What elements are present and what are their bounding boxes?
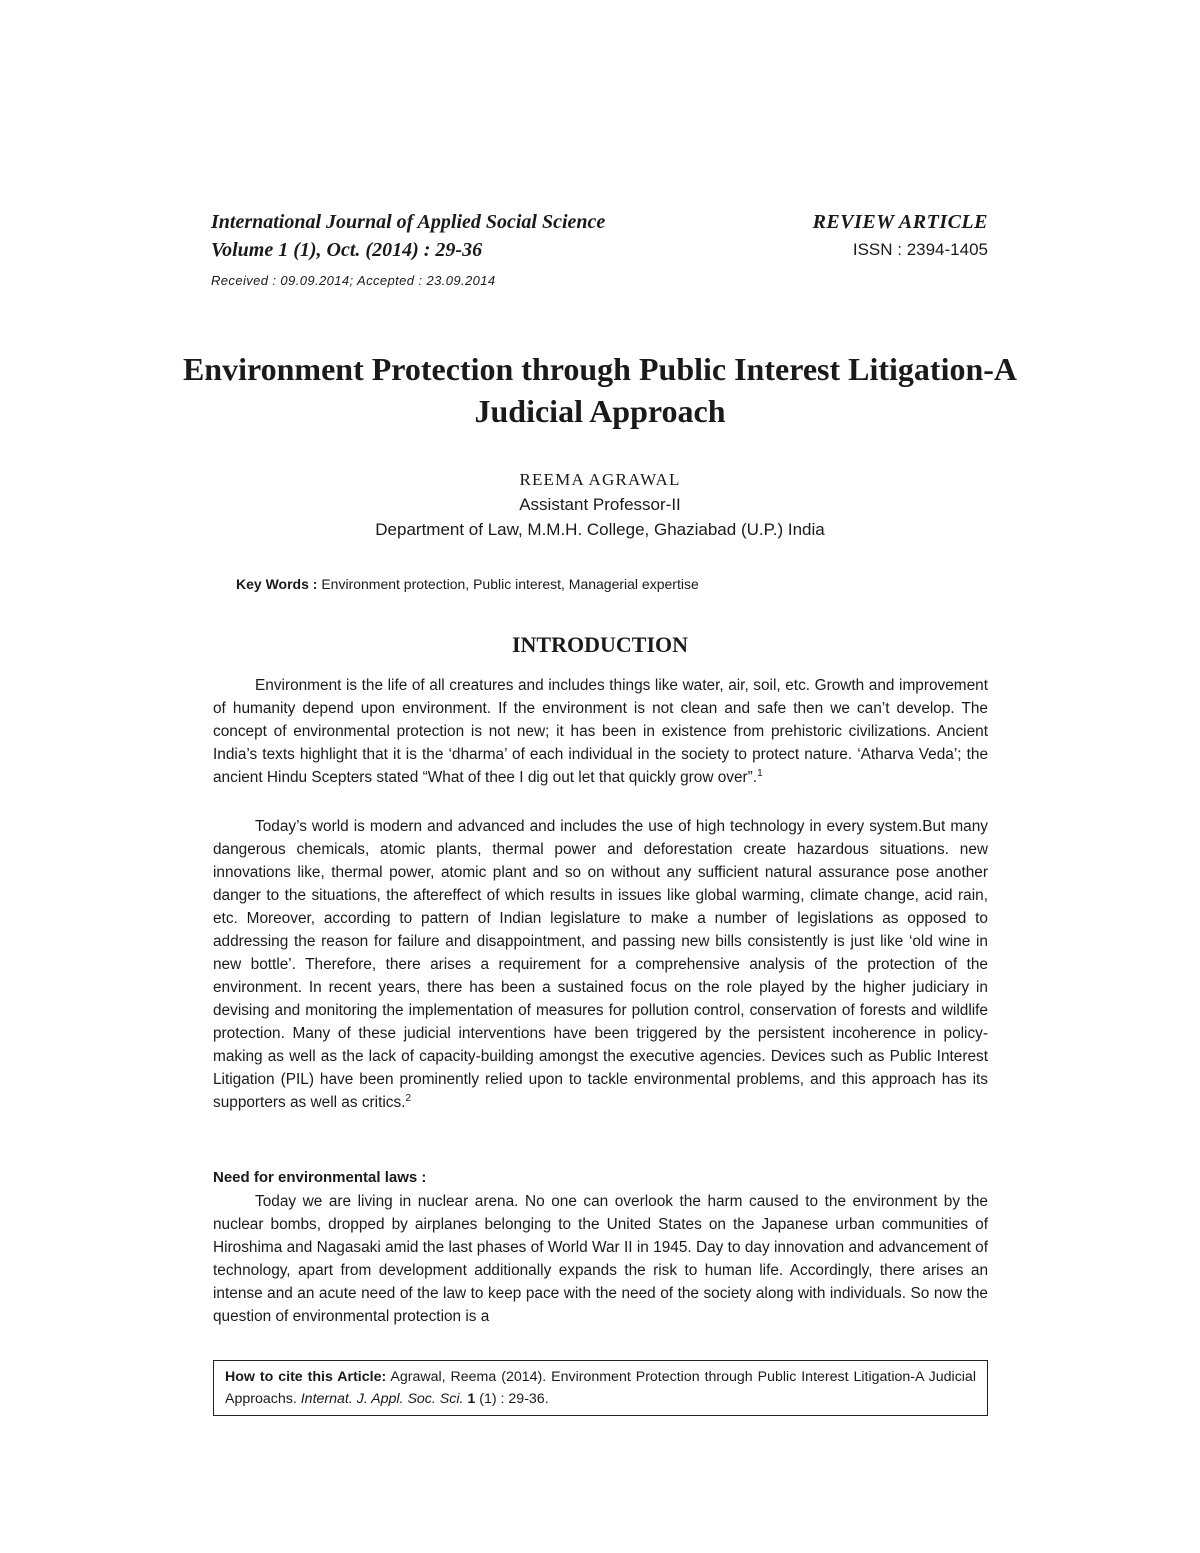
article-type: REVIEW ARTICLE	[812, 211, 988, 233]
intro-paragraph-1	[213, 674, 988, 789]
intro-paragraph-2	[213, 815, 988, 1114]
volume-info: Volume 1 (1), Oct. (2014) : 29-36	[211, 239, 483, 261]
author-name: REEMA AGRAWAL	[519, 470, 681, 489]
footnote-marker-1: 1	[757, 767, 763, 779]
need-paragraph: Today we are living in nuclear arena. No one can overlook the harm caused to the environment by the nuclear bombs, dropped by airplanes belonging to the United States on the Japanese urban communities of Hiroshima and Nagasaki amid the last phases of World War II in 1945. Day to day innovation and advancement of technology, apart from development additionally expands the risk to human life. Accordingly, there arises an intense and an acute need of the law to keep pace with the need of the society along with individuals. So now the question of environmental protection is a	[213, 1193, 988, 1325]
subheading-need-for-laws: Need for environmental laws :	[213, 1169, 427, 1186]
citation-pages: (1) : 29-36.	[479, 1391, 549, 1407]
intro-paragraph-2-text: Today’s world is modern and advanced and includes the use of high technology in every system.But many dangerous chemicals, atomic plants, thermal power and deforestation create hazardous situations. new innovations like, thermal power, atomic plant and so on without any sufficient natural assurance pose another danger to the situations, the aftereffect of which results in issues like global warming, climate change, acid rain, etc. Moreover, according to pattern of Indian legislature to make a number of legislations as opposed to addressing the reason for failure and disappointment, and passing new bills consistently is just like ‘old wine in new bottle’. Therefore, there arises a requirement for a comprehensive analysis of the protection of the environment. In recent years, there has been a sustained focus on the role played by the higher judiciary in devising and monitoring the implementation of measures for pollution control, conservation of forests and wildlife protection. Many of these judicial interventions have been triggered by the persistent incoherence in policy-making as well as the lack of capacity-building amongst the executive agencies. Devices such as Public Interest Litigation (PIL) have been prominently relied upon to tackle environmental problems, and this approach has its supporters as well as critics.	[213, 818, 988, 1111]
article-meta	[688, 208, 988, 264]
author-block	[200, 468, 1000, 542]
received-accepted-dates: Received : 09.09.2014; Accepted : 23.09.2014	[211, 273, 496, 288]
footnote-marker-2: 2	[405, 1092, 412, 1104]
citation-journal: Internat. J. Appl. Soc. Sci.	[300, 1391, 464, 1407]
intro-paragraph-1-text: Environment is the life of all creatures and includes things like water, air, soil, etc. Growth and improvement of humanity depend upon environment. If the environment is not clean and safe then we can’t develop. The concept of environmental protection is not new; it has been in existence from prehistoric civilizations. Ancient India’s texts highlight that it is the ‘dharma’ of each individual in the society to protect nature. ‘Atharva Veda’; the ancient Hindu Scepters stated “What of thee I dig out let that quickly grow over”.	[213, 677, 988, 786]
author-position: Assistant Professor-II	[519, 495, 681, 514]
citation-box	[213, 1360, 988, 1416]
article-title: Environment Protection through Public Interest Litigation-A Judicial Approach	[182, 351, 1018, 429]
keywords	[236, 573, 996, 595]
journal-header	[211, 208, 771, 292]
keywords-text: Environment protection, Public interest, Managerial expertise	[321, 576, 699, 592]
issn: ISSN : 2394-1405	[852, 240, 988, 259]
author-department: Department of Law, M.M.H. College, Ghaziabad (U.P.) India	[375, 520, 825, 539]
section-heading-introduction: INTRODUCTION	[511, 632, 689, 657]
citation-label: How to cite this Article:	[225, 1369, 387, 1385]
citation-volume: 1	[467, 1391, 476, 1407]
citation-text: Agrawal, Reema (2014). Environment Protection through Public Interest Litigation-A Judicial Approachs.	[225, 1369, 976, 1407]
journal-name: International Journal of Applied Social Science	[211, 211, 606, 233]
keywords-label: Key Words :	[236, 576, 318, 592]
